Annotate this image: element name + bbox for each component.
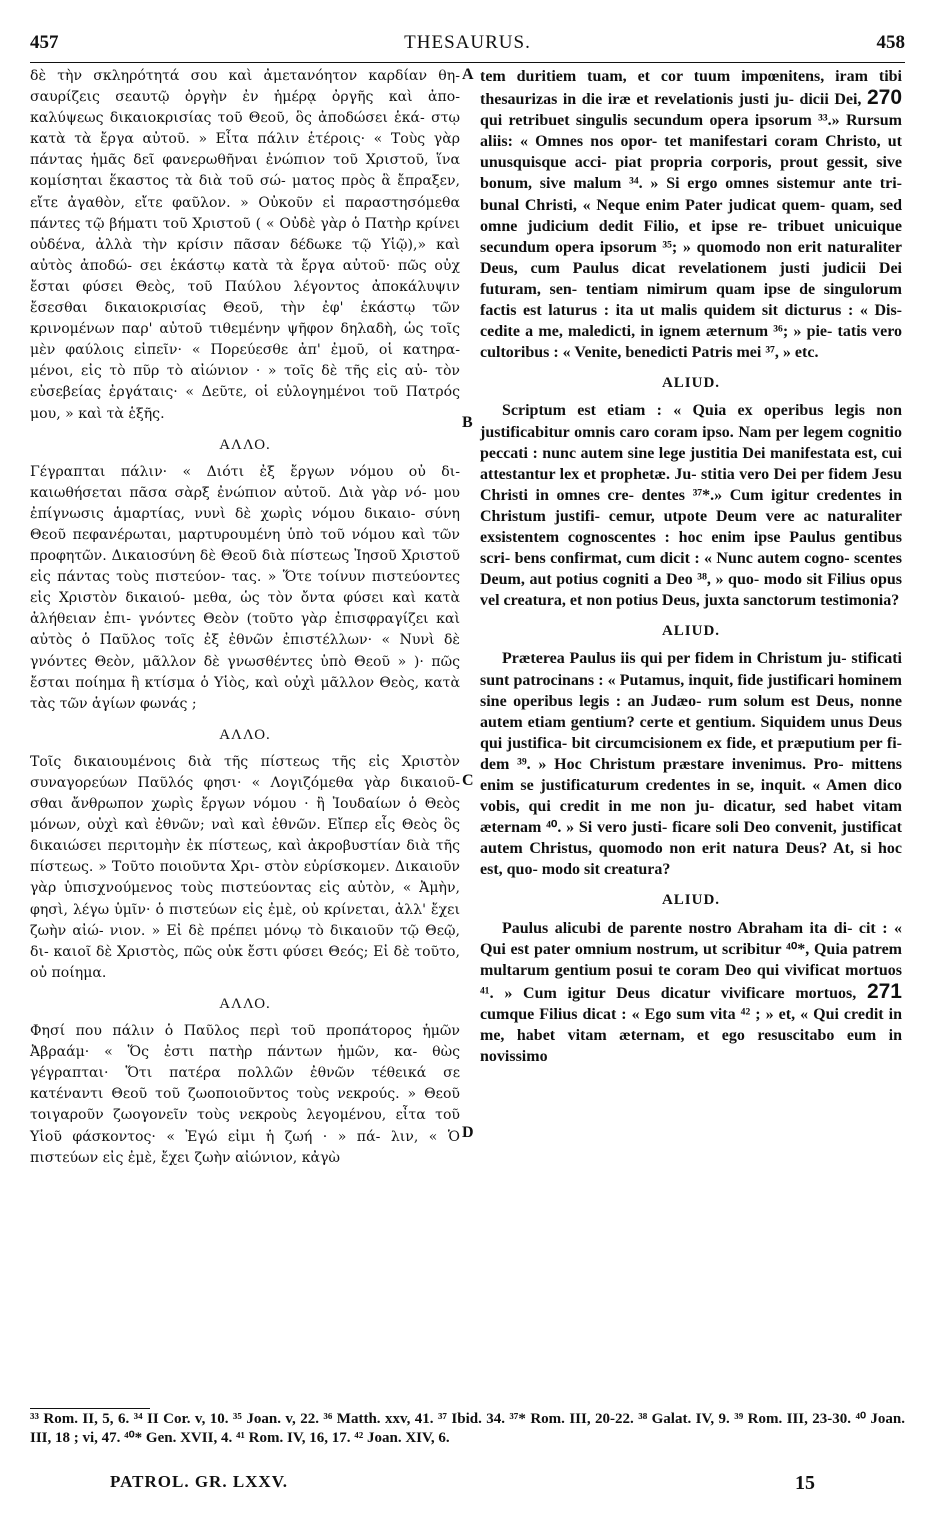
latin-paragraph-3: Præterea Paulus iis qui per fidem in Christum ju- stificati sunt patrocinans : « Putamus, inquit, fide justificari hominem sine operibus legis : an Judæo- rum solum est Deus, nonne autem etiam gentium? certe et gentium. Siquidem unus Deus qui justifica- bit circumcisionem ex fide, et præputium per fi- dem ³⁹. » Hoc Christum præstare invenimus. Pro- mittens enim se justificaturum credentes in se, inquit. « Amen dico vobis, qui credit in me non ju- dicatur, sed habet vitam æternam ⁴⁰. » Si vero justi- ficare soli Deo convenit, justificat autem Christus, quomodo non erit natura Deus? At, si hoc est, quo- modo sit creatura? xyxy=(480,650,902,879)
page-header xyxy=(30,32,905,62)
greek-paragraph-2: Γέγραπται πάλιν· « Διότι ἐξ ἔργων νόμου οὐ δι- καιωθήσεται πᾶσα σὰρξ ἐνώπιον αὐτοῦ. Διὰ γὰρ νό- μου ἐπίγνωσις ἁμαρτίας, νυνὶ δὲ χωρὶς νόμου δικαιο- σύνη Θεοῦ πεφανέρωται, μαρτυρουμένη ὑπὸ τοῦ νόμου καὶ τῶν προφητῶν. Δικαιοσύνη δὲ Θεοῦ διὰ πίστεως Ἰησοῦ Χριστοῦ εἰς πάντας τοὺς πιστεύον- τας. » Ὅτε τοίνυν πιστεύοντες εἰς Χριστὸν δικαιού- μεθα, ὡς τὸν ὄντα φύσει καὶ κατὰ ἀλήθειαν ἐπι- γνόντες Θεὸν (τοῦτο γὰρ ἐπισφραγίζει καὶ αὐτὸς ὁ Παῦλος τοῖς ἐξ ἐθνῶν ἐπιστέλλων· « Νυνὶ δὲ γνόντες Θεὸν, μᾶλλον δὲ γνωσθέντες ὑπὸ Θεοῦ » )· πῶς ἔσται ποίημα ἢ κτίσμα ὁ Υἱὸς, καὶ οὐχὶ μᾶλλον Θεὸς, κατὰ τὰς τῶν ἁγίων φωνάς ; xyxy=(30,463,460,712)
footnotes-rule xyxy=(30,1408,150,1409)
column-number-270: 270 xyxy=(866,86,903,110)
latin-paragraph-1 xyxy=(480,66,902,363)
column-number-271: 271 xyxy=(866,979,902,1003)
marker-b: B xyxy=(462,414,473,431)
greek-heading-3: ΑΛΛΟ. xyxy=(219,995,271,1012)
marker-c: C xyxy=(462,772,474,789)
latin-paragraph-4-part-b: cumque Filius dicat : « Ego sum vita ⁴² ; » et, « Qui credit in me, habet vitam æternam, et ego resuscitabo eum in novissimo xyxy=(480,1005,902,1066)
right-page-number: 458 xyxy=(876,32,905,53)
latin-column xyxy=(480,66,902,1067)
latin-paragraph-4-part-a: Paulus alicubi de parente nostro Abraham ita di- cit : « Qui est pater omnium nostrum, ut scribitur ⁴⁰*, Quia patrem multarum gentium posui te coram Deo qui vivificat mortuos ⁴¹. » Cum igitur Deus dicatur vivificare mortuos, xyxy=(480,919,902,1002)
header-rule xyxy=(30,62,905,63)
left-page-number: 457 xyxy=(30,32,59,53)
latin-heading-1: ALIUD. xyxy=(661,375,721,392)
latin-paragraph-4 xyxy=(480,918,902,1068)
latin-heading-3: ALIUD. xyxy=(661,892,721,909)
latin-paragraph-1-part-b: qui retribuet singulis secundum opera ipsorum ³³.» Rursum aliis: « Omnes nos opor- tet manifestari coram Christo, ut unusquisque acci- piat propria corporis, prout gessit, sive bonum, sive malum ³⁴. » Si ergo omnes sistemur ante tri- bunal Christi, « Neque enim Pater judicat quem- quam, sed omne judicium dedit Filio, et ipse re- tribuet unicuique secundum opera ipsorum ³⁵; » quomodo non erit naturaliter Deus, cum Paulus dicat revelationem justi judicii Dei futuram, sen- tentiam nimirum quam ipse de singulorum factis est laturus : ita ut malis quidem sit dicturus : « Dis- cedite a me, maledicti, in ignem æternum ³⁶; » pie- tatis vero cultoribus : « Venite, benedicti Patris mei ³⁷, » etc. xyxy=(480,112,902,362)
greek-column xyxy=(30,66,460,1169)
running-title: THESAURUS. xyxy=(404,32,531,53)
greek-heading-1: ΑΛΛΟ. xyxy=(219,436,271,453)
latin-paragraph-1-part-a: tem duritiem tuam, et cor tuum impœnitens, iram tibi thesaurizas in die iræ et revelationis justi ju- dicii Dei, xyxy=(480,68,902,109)
gathering-number: 15 xyxy=(795,1472,815,1494)
greek-paragraph-1: δὲ τὴν σκληρότητά σου καὶ ἀμετανόητον καρδίαν θη- σαυρίζεις σεαυτῷ ὀργὴν ἐν ἡμέρᾳ ὀργῆς καὶ ἀπο- καλύψεως δικαιοκρισίας τοῦ Θεοῦ, ὃς ἀποδώσει ἑκά- στῳ κατὰ τὰ ἔργα αὐτοῦ. » Εἶτα πάλιν ἑτέροις· « Τοὺς γὰρ πάντας ἡμᾶς δεῖ φανερωθῆναι ἐνώπιον τοῦ Χριστοῦ, ἵνα κομίσηται ἕκαστος τὰ διὰ τοῦ σώ- ματος πρὸς ἃ ἔπραξεν, εἴτε ἀγαθὸν, εἴτε φαῦλον. » Οὐκοῦν εἰ παραστησόμεθα πάντες τῷ βήματι τοῦ Χριστοῦ ( « Οὐδὲ γὰρ ὁ Πατὴρ κρίνει οὐδένα, ἀλλὰ τὴν κρίσιν πᾶσαν δέδωκε τῷ Υἱῷ),» καὶ αὐτὸς ἀποδώ- σει ἑκάστῳ κατὰ τὰ ἔργα αὐτοῦ· πῶς οὐχ ἔσται φύσει Θεὸς, τοῦ Παύλου λέγοντος ἀποκάλυψιν ἔσεσθαι δικαιοκρισίας Θεοῦ, τὴν ἐφ' ἑκάστῳ τῶν κρινομένων παρ' αὐτοῦ τιθεμένην ψῆφον δηλαδὴ, ὡς τοῖς μὲν φαύλοις εἰπεῖν· « Πορεύεσθε ἀπ' ἐμοῦ, οἱ κατηρα- μένοι, εἰς τὸ πῦρ τὸ αἰώνιον · » τοῖς δὲ τῆς εἰς αὐ- τὸν εὐσεβείας ἐργάταις· « Δεῦτε, οἱ εὐλογημένοι τοῦ Πατρός μου, » καὶ τὰ ἑξῆς. xyxy=(30,68,460,422)
greek-paragraph-3: Τοῖς δικαιουμένοις διὰ τῆς πίστεως τῆς εἰς Χριστὸν συναγορεύων Παῦλός φησι· « Λογιζόμεθα γὰρ δικαιοῦ- σθαι ἄνθρωπον χωρὶς ἔργων νόμου · ἢ Ἰουδαίων ὁ Θεὸς μόνων, οὐχὶ καὶ ἐθνῶν; ναὶ καὶ ἐθνῶν. Εἴπερ εἷς Θεὸς ὃς δικαιώσει περιτομὴν ἐκ πίστεως, καὶ ἀκροβυστίαν διὰ τῆς πίστεως. » Τοῦτο ποιοῦντα Χρι- στὸν εὑρίσκομεν. Δικαιοῦν γὰρ ὑπισχνούμενος τοὺς πιστεύοντας εἰς αὐτὸν, « Ἀμὴν, φησὶ, λέγω ὑμῖν· ὁ πιστεύων εἰς ἐμὲ, οὐ κρίνεται, ἀλλ' ἔχει ζωὴν αἰώ- νιον. » Εἰ δὲ πρέπει μόνῳ τὸ δικαιοῦν τῷ Θεῷ, δι- καιοῖ δὲ Χριστὸς, πῶς οὐκ ἔστι φύσει Θεός; Εἰ δὲ τοῦτο, οὐ ποίημα. xyxy=(30,753,460,981)
marker-d: D xyxy=(462,1124,474,1141)
greek-paragraph-4: Φησί που πάλιν ὁ Παῦλος περὶ τοῦ προπάτορος ἡμῶν Ἀβραάμ· « Ὅς ἐστι πατὴρ πάντων ἡμῶν, κα- θὼς γέγραπται· Ὅτι πατέρα πολλῶν ἐθνῶν τέθεικά σε κατέναντι Θεοῦ τοῦ ζωοποιοῦντος τοὺς νεκρούς. » Θεοῦ τοιγαροῦν ζωογονεῖν τοὺς νεκροὺς λεγομένου, εἶτα τοῦ Υἱοῦ φάσκοντος· « Ἐγώ εἰμι ἡ ζωή · » πά- λιν, « Ὁ πιστεύων εἰς ἐμὲ, ἔχει ζωὴν αἰώνιον, κἀγὼ xyxy=(30,1023,460,1166)
page-footer xyxy=(30,1472,905,1498)
latin-heading-2: ALIUD. xyxy=(661,623,721,640)
signature-mark: PATROL. GR. LXXV. xyxy=(110,1472,289,1491)
marker-a: A xyxy=(462,66,474,83)
latin-paragraph-2: Scriptum est etiam : « Quia ex operibus legis non justificabitur omnis caro coram ipso. Nam per legem cognitio peccati : nunc autem sine lege justitia Dei manifestata est, cui attestantur lex et prophetæ. Ju- stitia vero Dei per fidem Jesu Christi in omnes cre- dentes ³⁷*.» Cum igitur credentes in Christum justifi- cemur, utpote Deum vere ac naturaliter exsistentem cognoscentes : hoc enim ipse Paulus gentibus scri- bens confirmat, cum dicit : « Nunc autem cogno- scentes Deum, aut potius cogniti a Deo ³⁸, » quo- modo sit Filius opus vel creatura, et non potius Deus, juxta sanctorum testimonia? xyxy=(480,402,902,610)
footnotes: ³³ Rom. II, 5, 6. ³⁴ II Cor. v, 10. ³⁵ Joan. v, 22. ³⁶ Matth. xxv, 41. ³⁷ Ibid. 34. ³⁷* Rom. III, 20-22. ³⁸ Galat. IV, 9. ³⁹ Rom. III, 23-30. ⁴⁰ Joan. III, 18 ; vi, 47. ⁴⁰* Gen. XVII, 4. ⁴¹ Rom. IV, 16, 17. ⁴² Joan. XIV, 6. xyxy=(30,1411,905,1446)
greek-heading-2: ΑΛΛΟ. xyxy=(219,726,271,743)
